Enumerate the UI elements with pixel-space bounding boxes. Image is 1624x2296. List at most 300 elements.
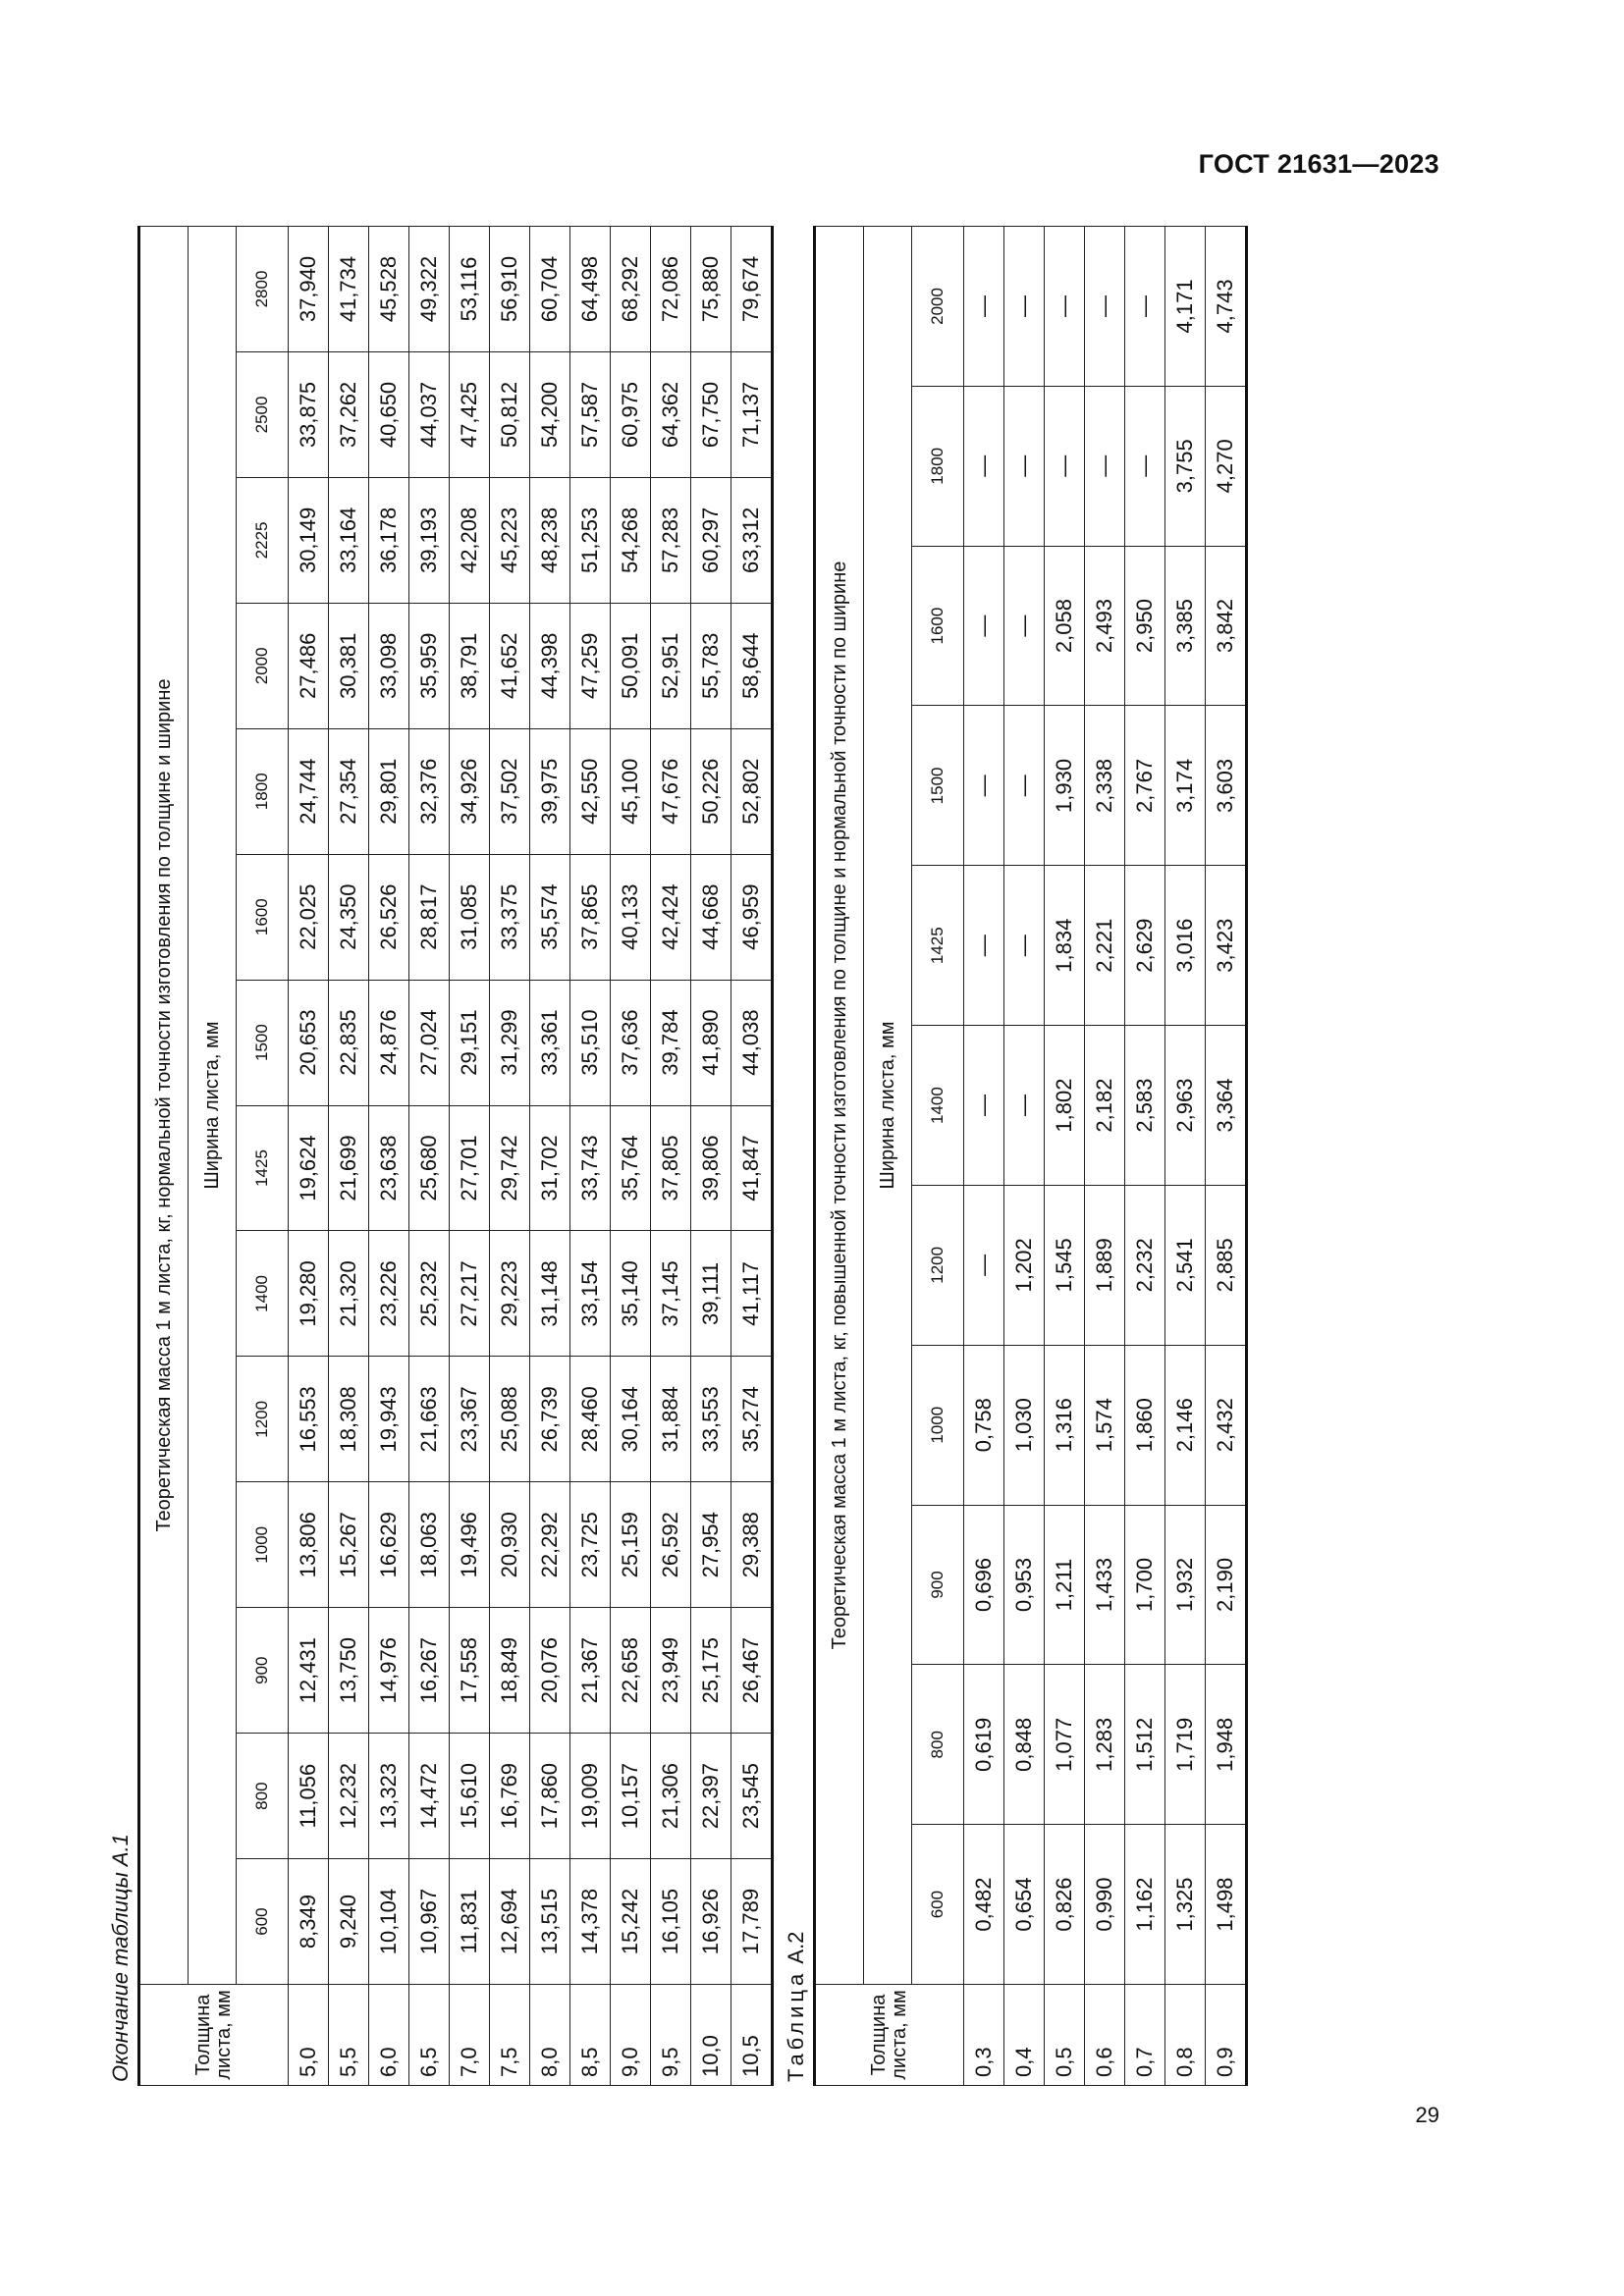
mass-cell: 2,629	[1125, 866, 1165, 1026]
thickness-cell: 0,3	[964, 1985, 1004, 2086]
table-row	[530, 227, 570, 2086]
standard-number: ГОСТ 21631—2023	[1198, 149, 1439, 179]
page-number: 29	[1415, 2103, 1439, 2127]
table-row	[490, 227, 530, 2086]
mass-cell: 12,431	[289, 1608, 329, 1734]
width-column-header: 1000	[912, 1345, 964, 1505]
table-row	[651, 227, 691, 2086]
mass-cell: 1,948	[1206, 1665, 1247, 1825]
thickness-cell: 8,0	[530, 1985, 570, 2086]
mass-cell: 11,056	[289, 1734, 329, 1859]
mass-cell: 60,704	[530, 227, 570, 352]
thickness-cell: 6,5	[409, 1985, 450, 2086]
mass-cell: 72,086	[651, 227, 691, 352]
mass-cell: 26,467	[731, 1608, 773, 1734]
mass-cell: 2,493	[1085, 546, 1125, 706]
mass-cell: 4,743	[1206, 227, 1247, 387]
mass-cell: 1,860	[1125, 1345, 1165, 1505]
mass-cell: 24,744	[289, 728, 329, 854]
mass-cell: 1,930	[1045, 706, 1085, 866]
mass-cell: 22,658	[611, 1608, 651, 1734]
width-column-header: 900	[912, 1505, 964, 1665]
mass-cell: 19,624	[289, 1105, 329, 1231]
mass-cell: 3,385	[1165, 546, 1206, 706]
mass-cell: 27,217	[450, 1231, 490, 1357]
mass-cell: 19,009	[570, 1734, 611, 1859]
mass-cell: 33,361	[530, 980, 570, 1105]
mass-cell: 1,316	[1045, 1345, 1085, 1505]
width-column-header: 900	[237, 1608, 289, 1734]
mass-cell: —	[1004, 706, 1045, 866]
mass-cell: 23,638	[369, 1105, 409, 1231]
thickness-cell: 7,0	[450, 1985, 490, 2086]
thickness-cell: 0,4	[1004, 1985, 1045, 2086]
width-column-header: 1000	[237, 1482, 289, 1608]
mass-cell: 39,784	[651, 980, 691, 1105]
mass-cell: 36,178	[369, 477, 409, 603]
mass-header: Теоретическая масса 1 м листа, кг, нормальной точности изготовления по толщине и ширине	[139, 227, 189, 1985]
width-column-header: 1200	[237, 1357, 289, 1482]
mass-cell: —	[1004, 1026, 1045, 1186]
mass-cell: 1,574	[1085, 1345, 1125, 1505]
mass-cell: 31,702	[530, 1105, 570, 1231]
mass-cell: 37,865	[570, 854, 611, 980]
mass-cell: 1,932	[1165, 1505, 1206, 1665]
mass-cell: —	[964, 386, 1004, 546]
thickness-cell: 10,0	[691, 1985, 731, 2086]
mass-cell: 1,512	[1125, 1665, 1165, 1825]
mass-cell: 27,954	[691, 1482, 731, 1608]
mass-cell: 0,826	[1045, 1825, 1085, 1985]
mass-cell: 41,890	[691, 980, 731, 1105]
table-a1-end	[137, 226, 774, 2086]
width-header: Ширина листа, мм	[189, 227, 237, 1985]
mass-cell: 64,498	[570, 227, 611, 352]
mass-cell: 24,876	[369, 980, 409, 1105]
mass-cell: 1,283	[1085, 1665, 1125, 1825]
mass-cell: 54,268	[611, 477, 651, 603]
mass-cell: 34,926	[450, 728, 490, 854]
table1-caption: Окончание таблицы А.1	[108, 1834, 133, 2082]
mass-cell: 16,926	[691, 1859, 731, 1985]
mass-cell: 15,242	[611, 1859, 651, 1985]
mass-cell: —	[1004, 386, 1045, 546]
mass-cell: 18,308	[329, 1357, 369, 1482]
mass-cell: 47,425	[450, 352, 490, 478]
mass-cell: 21,367	[570, 1608, 611, 1734]
mass-header: Теоретическая масса 1 м листа, кг, повышенной точности изготовления по толщине и нормальной точности по ширине	[815, 227, 864, 1985]
mass-cell: 25,088	[490, 1357, 530, 1482]
mass-cell: 21,663	[409, 1357, 450, 1482]
mass-cell: 2,146	[1165, 1345, 1206, 1505]
mass-cell: 0,758	[964, 1345, 1004, 1505]
mass-cell: 46,959	[731, 854, 773, 980]
mass-cell: 27,486	[289, 603, 329, 728]
mass-cell: 25,159	[611, 1482, 651, 1608]
mass-cell: —	[964, 546, 1004, 706]
width-column-header: 1425	[237, 1105, 289, 1231]
rotated-content	[104, 226, 1449, 2086]
mass-cell: 13,323	[369, 1734, 409, 1859]
mass-cell: —	[964, 227, 1004, 387]
mass-cell: —	[1125, 227, 1165, 387]
mass-cell: 29,151	[450, 980, 490, 1105]
mass-cell: 30,381	[329, 603, 369, 728]
thickness-cell: 5,5	[329, 1985, 369, 2086]
mass-cell: 45,100	[611, 728, 651, 854]
thickness-cell: 0,8	[1165, 1985, 1206, 2086]
table2-caption-label: Таблица	[784, 1969, 808, 2082]
thickness-cell: 0,5	[1045, 1985, 1085, 2086]
mass-cell: 13,806	[289, 1482, 329, 1608]
mass-cell: 18,849	[490, 1608, 530, 1734]
mass-cell: 3,016	[1165, 866, 1206, 1026]
mass-cell: —	[1085, 227, 1125, 387]
width-column-header: 1400	[237, 1231, 289, 1357]
table-row	[450, 227, 490, 2086]
mass-cell: 0,654	[1004, 1825, 1045, 1985]
mass-cell: 16,629	[369, 1482, 409, 1608]
mass-cell: 18,063	[409, 1482, 450, 1608]
mass-cell: 45,223	[490, 477, 530, 603]
mass-cell: 1,211	[1045, 1505, 1085, 1665]
table-row	[611, 227, 651, 2086]
mass-cell: 23,949	[651, 1608, 691, 1734]
mass-cell: 44,037	[409, 352, 450, 478]
mass-cell: 3,423	[1206, 866, 1247, 1026]
mass-cell: 23,367	[450, 1357, 490, 1482]
mass-cell: 4,171	[1165, 227, 1206, 387]
table-row	[369, 227, 409, 2086]
mass-cell: 1,834	[1045, 866, 1085, 1026]
mass-cell: 68,292	[611, 227, 651, 352]
mass-cell: 1,700	[1125, 1505, 1165, 1665]
mass-cell: 2,885	[1206, 1185, 1247, 1345]
mass-cell: 3,603	[1206, 706, 1247, 866]
mass-cell: 19,943	[369, 1357, 409, 1482]
width-column-header: 1800	[237, 728, 289, 854]
mass-cell: 4,270	[1206, 386, 1247, 546]
mass-cell: 23,545	[731, 1734, 773, 1859]
mass-cell: 50,812	[490, 352, 530, 478]
table-row	[691, 227, 731, 2086]
mass-cell: 19,496	[450, 1482, 490, 1608]
mass-cell: 50,226	[691, 728, 731, 854]
mass-cell: 0,619	[964, 1665, 1004, 1825]
mass-cell: 0,990	[1085, 1825, 1125, 1985]
table-row	[1085, 227, 1125, 2086]
mass-cell: 2,963	[1165, 1026, 1206, 1186]
mass-cell: 33,375	[490, 854, 530, 980]
mass-cell: 25,175	[691, 1608, 731, 1734]
thickness-cell: 9,5	[651, 1985, 691, 2086]
mass-cell: 16,553	[289, 1357, 329, 1482]
mass-cell: 13,515	[530, 1859, 570, 1985]
mass-cell: —	[1004, 227, 1045, 387]
width-column-header: 1500	[237, 980, 289, 1105]
table-row	[329, 227, 369, 2086]
mass-cell: 27,701	[450, 1105, 490, 1231]
mass-cell: 55,783	[691, 603, 731, 728]
mass-cell: 28,817	[409, 854, 450, 980]
mass-cell: 2,182	[1085, 1026, 1125, 1186]
mass-cell: 10,967	[409, 1859, 450, 1985]
mass-cell: 26,592	[651, 1482, 691, 1608]
mass-cell: 25,680	[409, 1105, 450, 1231]
mass-cell: 16,769	[490, 1734, 530, 1859]
mass-cell: 14,472	[409, 1734, 450, 1859]
mass-cell: 1,545	[1045, 1185, 1085, 1345]
mass-cell: 37,502	[490, 728, 530, 854]
mass-cell: 20,076	[530, 1608, 570, 1734]
mass-cell: 25,232	[409, 1231, 450, 1357]
width-column-header: 1500	[912, 706, 964, 866]
thickness-cell: 6,0	[369, 1985, 409, 2086]
mass-cell: 30,149	[289, 477, 329, 603]
mass-cell: 26,739	[530, 1357, 570, 1482]
mass-cell: 40,133	[611, 854, 651, 980]
mass-cell: 53,116	[450, 227, 490, 352]
mass-cell: 41,734	[329, 227, 369, 352]
mass-cell: 52,802	[731, 728, 773, 854]
mass-cell: 37,262	[329, 352, 369, 478]
mass-cell: 2,432	[1206, 1345, 1247, 1505]
mass-cell: 37,145	[651, 1231, 691, 1357]
mass-cell: 33,154	[570, 1231, 611, 1357]
mass-cell: 47,676	[651, 728, 691, 854]
mass-cell: 60,297	[691, 477, 731, 603]
mass-cell: 1,077	[1045, 1665, 1085, 1825]
mass-cell: 33,164	[329, 477, 369, 603]
mass-cell: 29,388	[731, 1482, 773, 1608]
mass-cell: 10,157	[611, 1734, 651, 1859]
mass-cell: 3,842	[1206, 546, 1247, 706]
mass-cell: —	[1004, 546, 1045, 706]
mass-cell: 33,743	[570, 1105, 611, 1231]
mass-cell: 60,975	[611, 352, 651, 478]
mass-cell: —	[1045, 386, 1085, 546]
mass-cell: 35,959	[409, 603, 450, 728]
mass-cell: 29,223	[490, 1231, 530, 1357]
mass-cell: 2,767	[1125, 706, 1165, 866]
mass-cell: 16,267	[409, 1608, 450, 1734]
table-row	[289, 227, 329, 2086]
width-column-header: 800	[237, 1734, 289, 1859]
mass-cell: 37,636	[611, 980, 651, 1105]
mass-cell: 41,847	[731, 1105, 773, 1231]
mass-cell: 32,376	[409, 728, 450, 854]
mass-cell: 47,259	[570, 603, 611, 728]
mass-cell: 1,162	[1125, 1825, 1165, 1985]
table-row	[731, 227, 773, 2086]
width-column-header: 1600	[912, 546, 964, 706]
thickness-cell: 8,5	[570, 1985, 611, 2086]
mass-cell: 21,320	[329, 1231, 369, 1357]
mass-cell: 48,238	[530, 477, 570, 603]
thickness-cell: 7,5	[490, 1985, 530, 2086]
thickness-cell: 0,6	[1085, 1985, 1125, 2086]
mass-cell: 58,644	[731, 603, 773, 728]
table-row	[409, 227, 450, 2086]
mass-cell: 39,111	[691, 1231, 731, 1357]
mass-cell: 17,860	[530, 1734, 570, 1859]
mass-cell: 21,699	[329, 1105, 369, 1231]
mass-cell: 57,587	[570, 352, 611, 478]
mass-cell: —	[964, 866, 1004, 1026]
width-column-header: 1600	[237, 854, 289, 980]
mass-cell: 30,164	[611, 1357, 651, 1482]
mass-cell: 45,528	[369, 227, 409, 352]
mass-cell: 17,789	[731, 1859, 773, 1985]
mass-cell: 12,232	[329, 1734, 369, 1859]
mass-cell: 28,460	[570, 1357, 611, 1482]
mass-cell: 41,652	[490, 603, 530, 728]
mass-cell: 39,193	[409, 477, 450, 603]
mass-cell: 51,253	[570, 477, 611, 603]
width-column-header: 2000	[237, 603, 289, 728]
mass-cell: 24,350	[329, 854, 369, 980]
mass-cell: 40,650	[369, 352, 409, 478]
mass-cell: 0,482	[964, 1825, 1004, 1985]
mass-cell: 1,433	[1085, 1505, 1125, 1665]
width-column-header: 600	[237, 1859, 289, 1985]
mass-cell: 16,105	[651, 1859, 691, 1985]
mass-cell: 44,038	[731, 980, 773, 1105]
mass-cell: 23,226	[369, 1231, 409, 1357]
mass-cell: 31,299	[490, 980, 530, 1105]
mass-cell: 33,098	[369, 603, 409, 728]
mass-cell: 22,025	[289, 854, 329, 980]
width-column-header: 800	[912, 1665, 964, 1825]
thickness-cell: 9,0	[611, 1985, 651, 2086]
mass-cell: 9,240	[329, 1859, 369, 1985]
mass-cell: 38,791	[450, 603, 490, 728]
mass-cell: 42,208	[450, 477, 490, 603]
mass-cell: 20,930	[490, 1482, 530, 1608]
thickness-header: Толщина листа, мм	[139, 1985, 289, 2086]
mass-cell: 1,889	[1085, 1185, 1125, 1345]
thickness-cell: 0,9	[1206, 1985, 1247, 2086]
width-column-header: 2500	[237, 352, 289, 478]
mass-cell: 1,802	[1045, 1026, 1085, 1186]
mass-cell: 44,668	[691, 854, 731, 980]
table-row	[1045, 227, 1085, 2086]
mass-cell: 71,137	[731, 352, 773, 478]
table2-caption-id: А.2	[784, 1931, 808, 1964]
mass-cell: 42,424	[651, 854, 691, 980]
mass-cell: 79,674	[731, 227, 773, 352]
mass-cell: 26,526	[369, 854, 409, 980]
width-column-header: 600	[912, 1825, 964, 1985]
mass-cell: 2,221	[1085, 866, 1125, 1026]
table-row	[1206, 227, 1247, 2086]
mass-cell: 35,574	[530, 854, 570, 980]
mass-cell: 2,583	[1125, 1026, 1165, 1186]
mass-cell: 42,550	[570, 728, 611, 854]
mass-cell: 27,354	[329, 728, 369, 854]
mass-cell: 44,398	[530, 603, 570, 728]
mass-cell: 50,091	[611, 603, 651, 728]
mass-cell: 2,338	[1085, 706, 1125, 866]
mass-cell: 2,190	[1206, 1505, 1247, 1665]
thickness-header: Толщина листа, мм	[815, 1985, 964, 2086]
table-row	[1004, 227, 1045, 2086]
mass-cell: 29,801	[369, 728, 409, 854]
mass-cell: 75,880	[691, 227, 731, 352]
mass-cell: —	[964, 1026, 1004, 1186]
mass-cell: 1,030	[1004, 1345, 1045, 1505]
mass-cell: 0,848	[1004, 1665, 1045, 1825]
mass-cell: 0,696	[964, 1505, 1004, 1665]
width-column-header: 1800	[912, 386, 964, 546]
mass-cell: —	[964, 706, 1004, 866]
mass-cell: 29,742	[490, 1105, 530, 1231]
mass-cell: 15,267	[329, 1482, 369, 1608]
mass-cell: 13,750	[329, 1608, 369, 1734]
mass-cell: 27,024	[409, 980, 450, 1105]
mass-cell: 41,117	[731, 1231, 773, 1357]
table-row	[1125, 227, 1165, 2086]
thickness-cell: 5,0	[289, 1985, 329, 2086]
mass-cell: 37,805	[651, 1105, 691, 1231]
mass-cell: 14,378	[570, 1859, 611, 1985]
mass-cell: 1,719	[1165, 1665, 1206, 1825]
mass-cell: 1,202	[1004, 1185, 1045, 1345]
mass-cell: —	[1045, 227, 1085, 387]
table-row	[570, 227, 611, 2086]
table-row	[1165, 227, 1206, 2086]
mass-cell: 35,140	[611, 1231, 651, 1357]
mass-cell: 0,953	[1004, 1505, 1045, 1665]
mass-cell: 54,200	[530, 352, 570, 478]
width-column-header: 2000	[912, 227, 964, 387]
width-column-header: 1425	[912, 866, 964, 1026]
mass-cell: 31,884	[651, 1357, 691, 1482]
mass-cell: —	[964, 1185, 1004, 1345]
mass-cell: 37,940	[289, 227, 329, 352]
thickness-cell: 10,5	[731, 1985, 773, 2086]
table2-caption	[780, 226, 813, 2082]
mass-cell: 20,653	[289, 980, 329, 1105]
mass-cell: 35,510	[570, 980, 611, 1105]
width-column-header: 1200	[912, 1185, 964, 1345]
width-header: Ширина листа, мм	[864, 227, 912, 1985]
mass-cell: 63,312	[731, 477, 773, 603]
width-column-header: 2800	[237, 227, 289, 352]
mass-cell: 12,694	[490, 1859, 530, 1985]
mass-cell: 1,325	[1165, 1825, 1206, 1985]
mass-cell: 64,362	[651, 352, 691, 478]
mass-cell: 2,058	[1045, 546, 1085, 706]
mass-cell: 33,553	[691, 1357, 731, 1482]
mass-cell: 35,274	[731, 1357, 773, 1482]
mass-cell: 23,725	[570, 1482, 611, 1608]
mass-cell: 21,306	[651, 1734, 691, 1859]
mass-cell: 67,750	[691, 352, 731, 478]
mass-cell: 2,950	[1125, 546, 1165, 706]
mass-cell: 49,322	[409, 227, 450, 352]
mass-cell: 19,280	[289, 1231, 329, 1357]
mass-cell: —	[1004, 866, 1045, 1026]
mass-cell: 3,174	[1165, 706, 1206, 866]
mass-cell: 2,541	[1165, 1185, 1206, 1345]
mass-cell: 57,283	[651, 477, 691, 603]
mass-cell: 8,349	[289, 1859, 329, 1985]
mass-cell: 1,498	[1206, 1825, 1247, 1985]
mass-cell: 2,232	[1125, 1185, 1165, 1345]
mass-cell: 15,610	[450, 1734, 490, 1859]
mass-cell: 10,104	[369, 1859, 409, 1985]
